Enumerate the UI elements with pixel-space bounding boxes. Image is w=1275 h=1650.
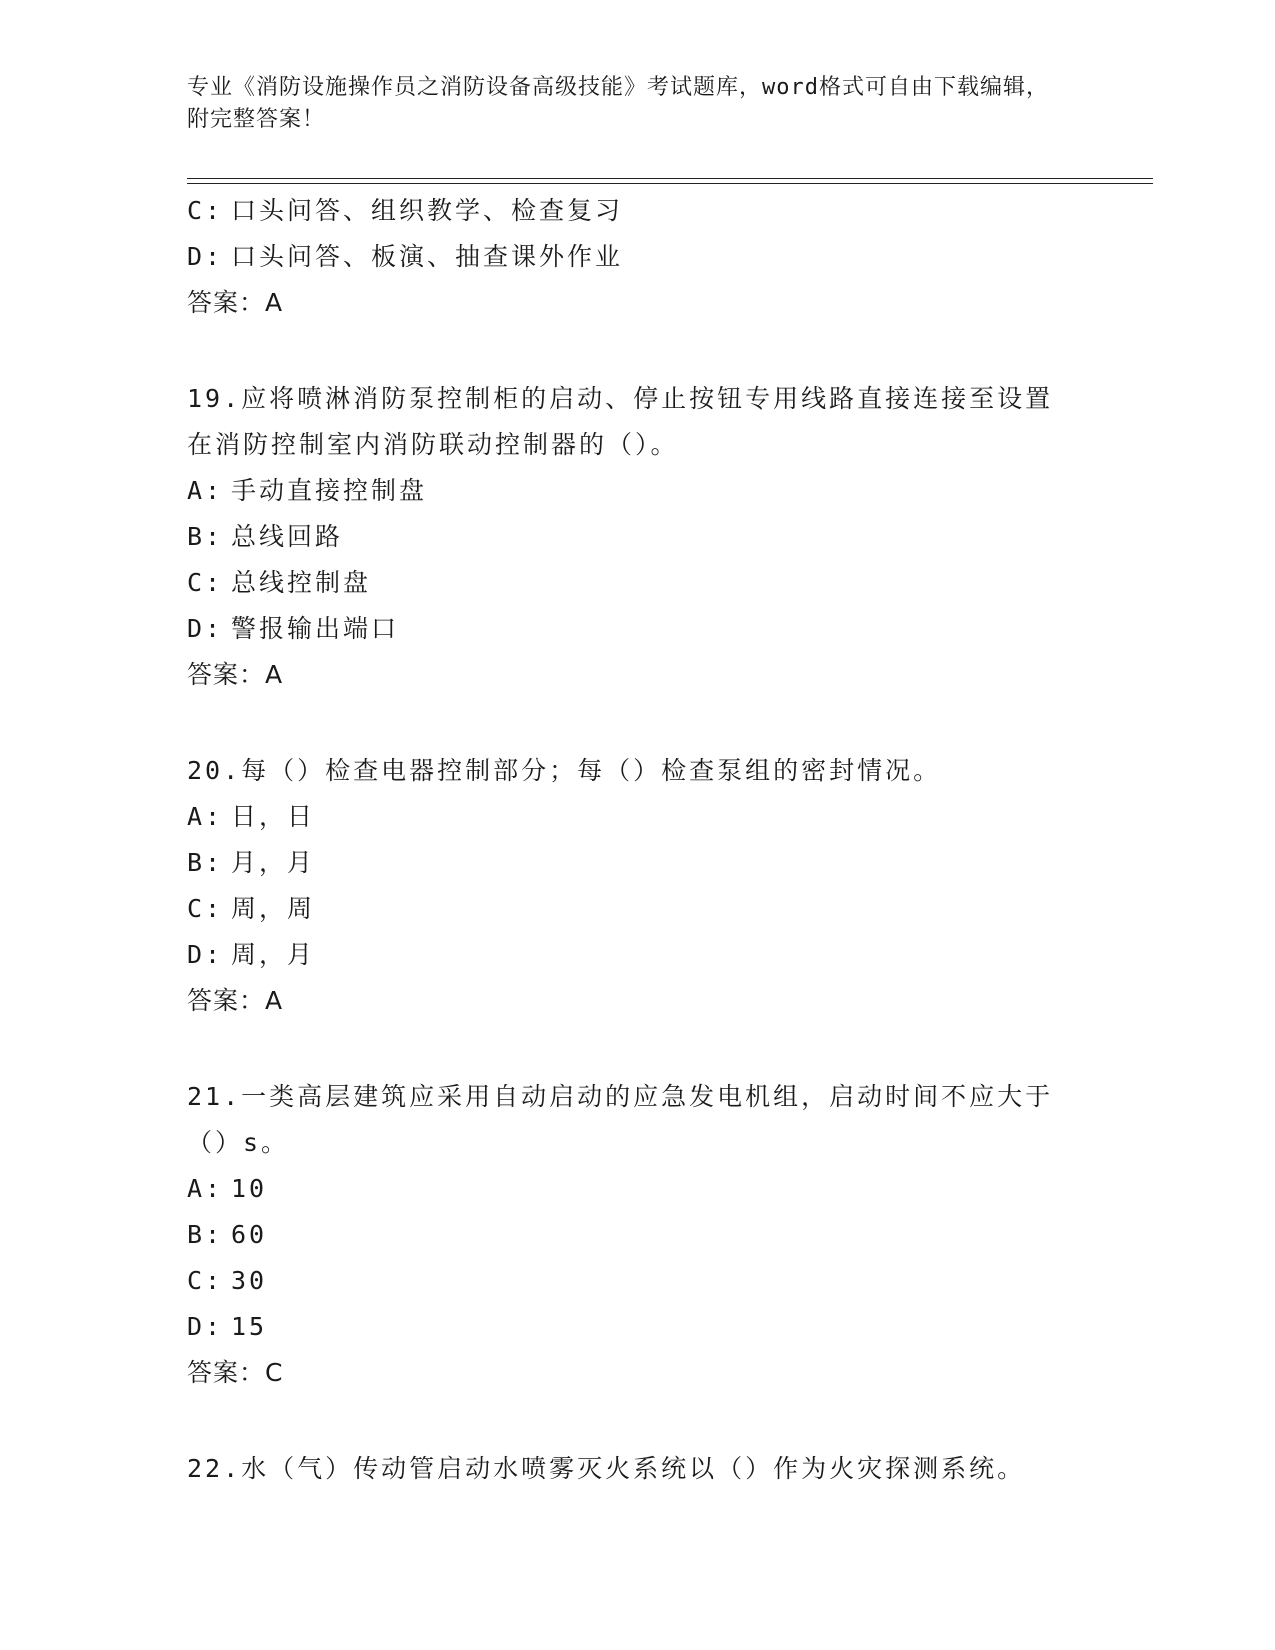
header-divider-top: [187, 178, 1153, 179]
option-d: D: 周，月: [187, 940, 316, 969]
option-d: D: 警报输出端口: [187, 614, 400, 643]
question-list: [187, 188, 1087, 1492]
option-b: B: 总线回路: [187, 522, 344, 551]
question-stem: 19.应将喷淋消防泵控制柜的启动、停止按钮专用线路直接连接至设置在消防控制室内消防联动控制器的（）。: [187, 384, 1054, 459]
question-19: [187, 376, 1087, 698]
option-b: B: 60: [187, 1220, 268, 1249]
spacer: [187, 1024, 1087, 1074]
answer-line: 答案：C: [187, 1358, 284, 1387]
question-21: [187, 1074, 1087, 1396]
option-a: A: 10: [187, 1174, 268, 1203]
question-stem: 22.水（气）传动管启动水喷雾灭火系统以（）作为火灾探测系统。: [187, 1454, 1026, 1483]
spacer: [187, 1396, 1087, 1446]
question-20: [187, 748, 1087, 1024]
option-d: D: 15: [187, 1312, 268, 1341]
answer-line: 答案：A: [187, 288, 284, 317]
answer-line: 答案：A: [187, 986, 284, 1015]
option-c: C: 口头问答、组织教学、检查复习: [187, 196, 624, 225]
answer-line: 答案：A: [187, 660, 284, 689]
question-22: [187, 1446, 1087, 1492]
question-18-tail: [187, 188, 1087, 326]
document-header: [187, 72, 1067, 136]
option-c: C: 30: [187, 1266, 268, 1295]
header-divider-bottom: [187, 183, 1153, 184]
option-c: C: 周，周: [187, 894, 316, 923]
spacer: [187, 326, 1087, 376]
question-stem: 20.每（）检查电器控制部分；每（）检查泵组的密封情况。: [187, 756, 942, 785]
question-stem: 21.一类高层建筑应采用自动启动的应急发电机组，启动时间不应大于（）s。: [187, 1082, 1054, 1157]
option-c: C: 总线控制盘: [187, 568, 372, 597]
spacer: [187, 698, 1087, 748]
header-text: 专业《消防设施操作员之消防设备高级技能》考试题库，word格式可自由下载编辑，附完整答案！: [187, 75, 1049, 132]
option-a: A: 日，日: [187, 802, 316, 831]
option-d: D: 口头问答、板演、抽查课外作业: [187, 242, 624, 271]
option-b: B: 月，月: [187, 848, 316, 877]
option-a: A: 手动直接控制盘: [187, 476, 428, 505]
